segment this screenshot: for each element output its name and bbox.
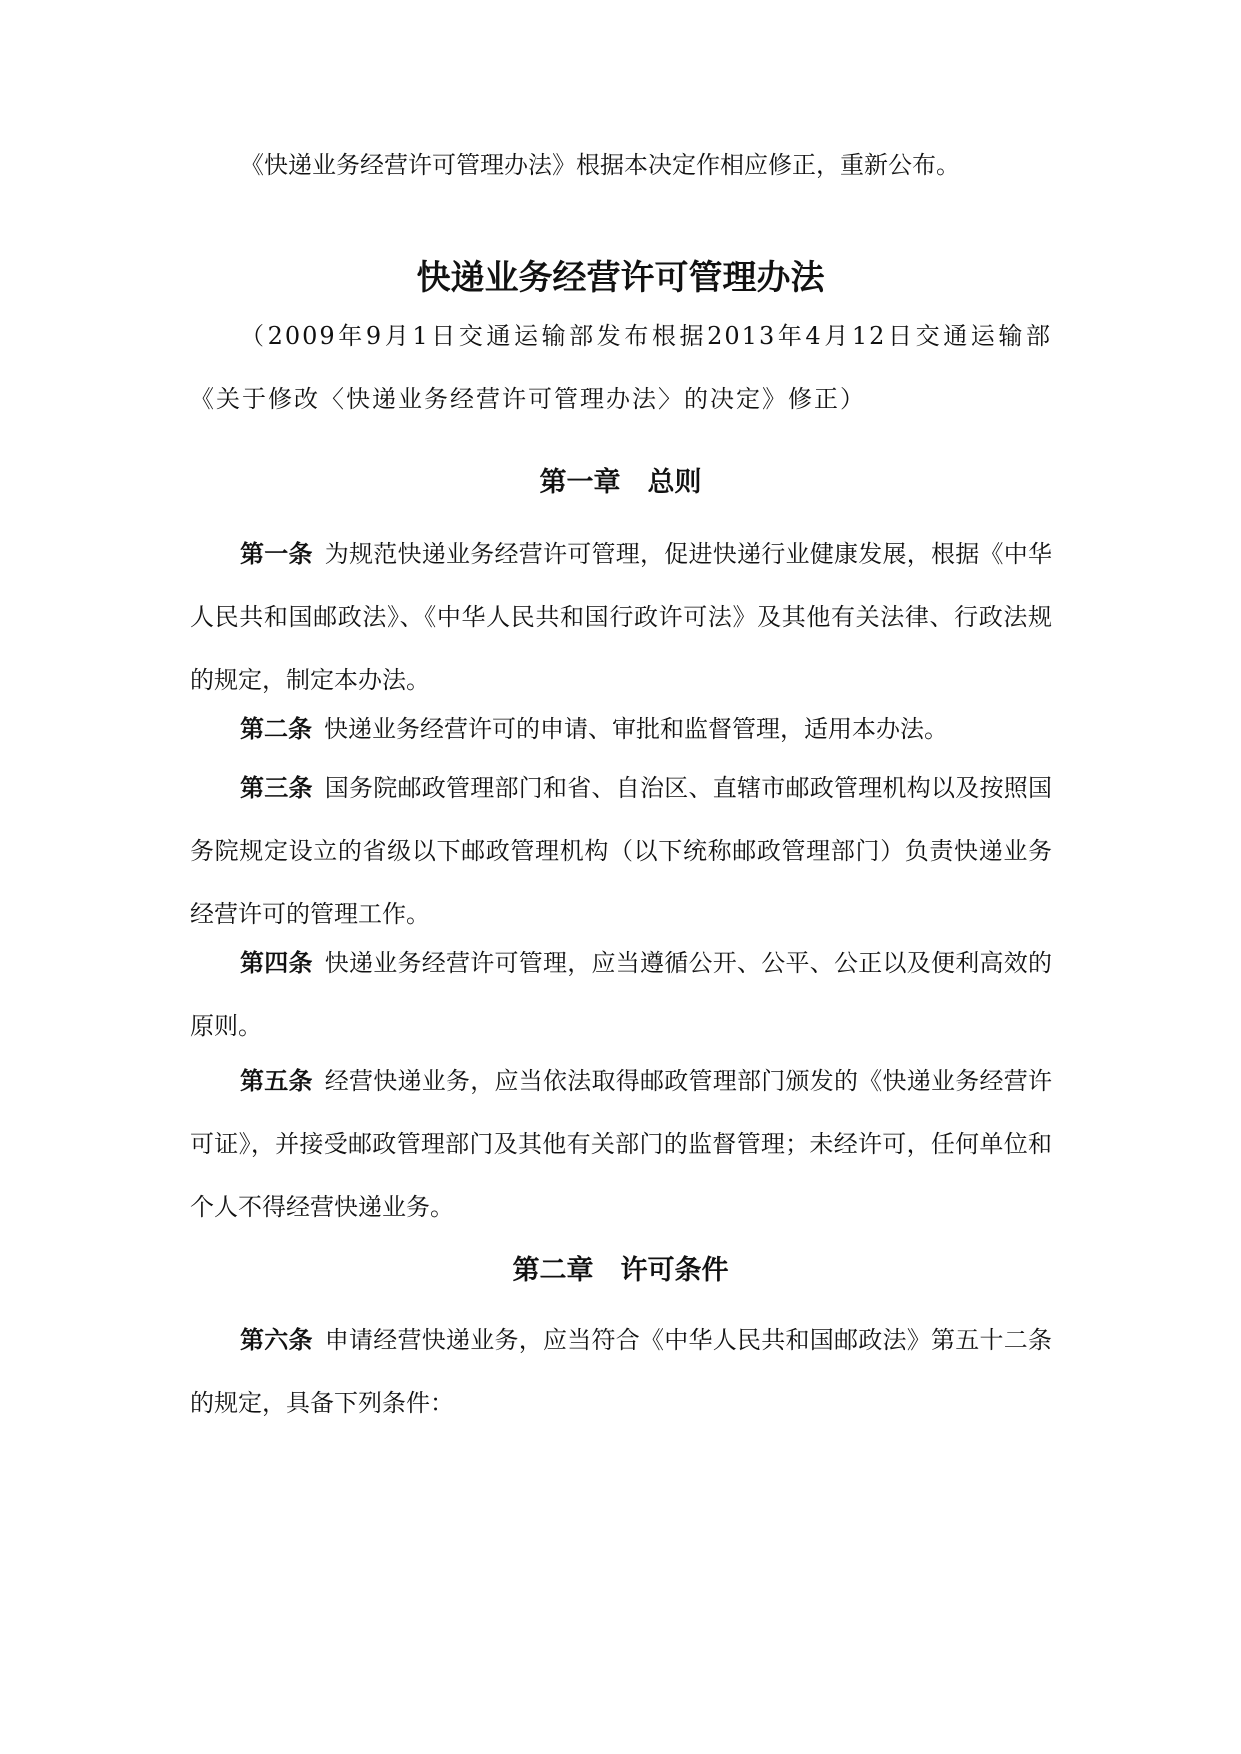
article-5	[190, 1050, 1052, 1239]
article-2	[190, 698, 1052, 761]
article-1	[190, 523, 1052, 712]
article-label: 第三条	[240, 774, 313, 802]
article-text: 经营快递业务，应当依法取得邮政管理部门颁发的《快递业务经营许可证》，并接受邮政管理部门及其他有关部门的监督管理；未经许可，任何单位和个人不得经营快递业务。	[190, 1067, 1052, 1221]
article-4	[190, 932, 1052, 1058]
intro-line: 《快递业务经营许可管理办法》根据本决定作相应修正，重新公布。	[240, 151, 960, 179]
article-text: 国务院邮政管理部门和省、自治区、直辖市邮政管理机构以及按照国务院规定设立的省级以下邮政管理机构（以下统称邮政管理部门）负责快递业务经营许可的管理工作。	[190, 774, 1052, 928]
article-text: 申请经营快递业务，应当符合《中华人民共和国邮政法》第五十二条的规定，具备下列条件：	[190, 1326, 1052, 1417]
article-6	[190, 1309, 1052, 1435]
article-label: 第二条	[240, 715, 312, 743]
document-title: 快递业务经营许可管理办法	[416, 258, 825, 298]
chapter-heading-1: 第一章 总则	[539, 467, 702, 498]
article-text: 为规范快递业务经营许可管理，促进快递行业健康发展，根据《中华人民共和国邮政法》、《中华人民共和国行政许可法》及其他有关法律、行政法规的规定，制定本办法。	[190, 540, 1052, 694]
article-text: 快递业务经营许可的申请、审批和监督管理，适用本办法。	[324, 715, 948, 743]
chapter-heading-2: 第二章 许可条件	[512, 1255, 729, 1286]
article-3	[190, 757, 1052, 946]
document-subtitle: （2009年9月1日交通运输部发布根据2013年4月12日交通运输部《关于修改〈快递业务经营许可管理办法〉的决定》修正）	[190, 322, 1052, 413]
article-label: 第六条	[240, 1326, 313, 1354]
article-label: 第四条	[240, 949, 313, 977]
article-label: 第一条	[240, 540, 313, 568]
article-text: 快递业务经营许可管理，应当遵循公开、公平、公正以及便利高效的原则。	[190, 949, 1052, 1040]
article-label: 第五条	[240, 1067, 313, 1095]
